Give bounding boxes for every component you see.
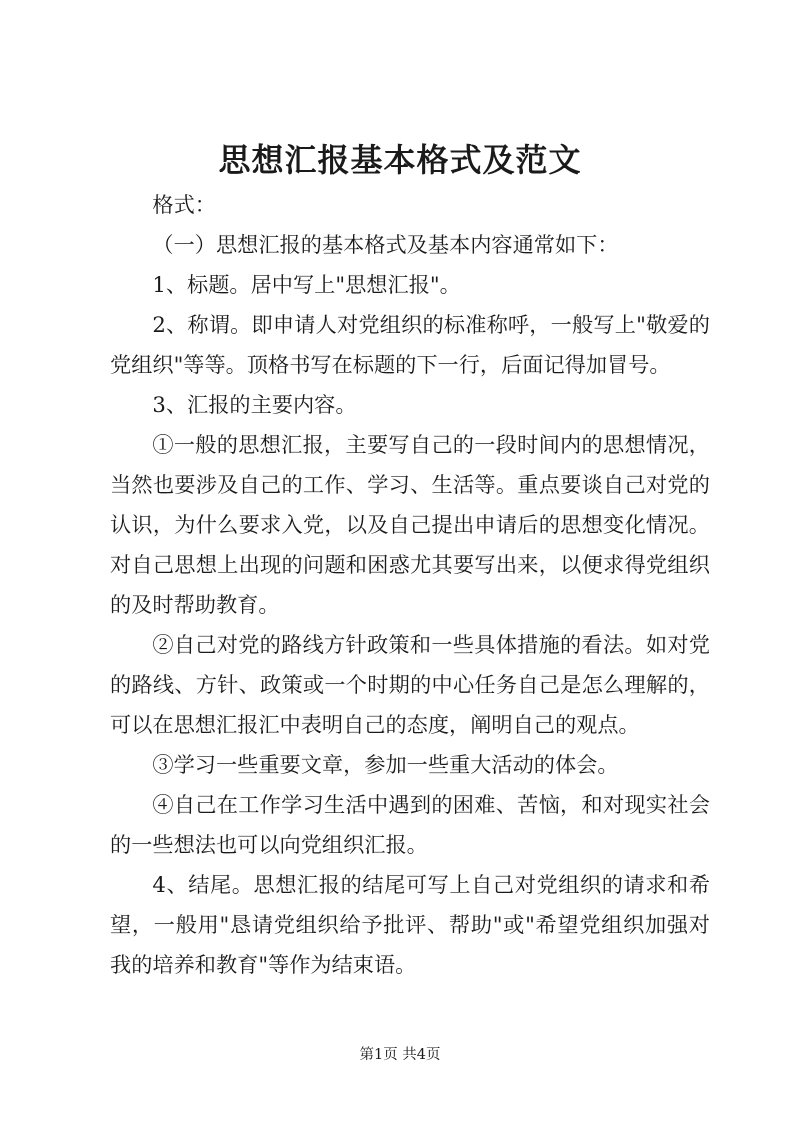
paragraph-format-label: 格式：: [152, 192, 216, 217]
paragraph-title-item: 1、标题。居中写上"思想汇报"。: [152, 272, 461, 297]
document-title: 思想汇报基本格式及范文: [218, 141, 582, 179]
document-body: [110, 185, 710, 985]
paragraph-content-point-2: ②自己对党的路线方针政策和一些具体措施的看法。如对党的路线、方针、政策或一个时期的中心任务自己是怎么理解的，可以在思想汇报汇中表明自己的态度，阐明自己的观点。: [110, 632, 710, 737]
paragraph-salutation-item: 2、称谓。即申请人对党组织的标准称呼，一般写上"敬爱的党组织"等等。顶格书写在标题的下一行，后面记得加冒号。: [110, 312, 710, 377]
paragraph-section-one: （一）思想汇报的基本格式及基本内容通常如下：: [152, 232, 619, 257]
paragraph-main-content-item: 3、汇报的主要内容。: [152, 392, 357, 417]
paragraph-content-point-3: ③学习一些重要文章，参加一些重大活动的体会。: [152, 752, 619, 777]
paragraph-content-point-1: ①一般的思想汇报，主要写自己的一段时间内的思想情况，当然也要涉及自己的工作、学习、生活等。重点要谈自己对党的认识，为什么要求入党，以及自己提出申请后的思想变化情况。对自己思想上出现的问题和困惑尤其要写出来，以便求得党组织的及时帮助教育。: [110, 432, 710, 617]
page-number-footer: 第1页 共4页: [359, 1047, 441, 1063]
paragraph-content-point-4: ④自己在工作学习生活中遇到的困难、苦恼，和对现实社会的一些想法也可以向党组织汇报。: [110, 792, 710, 857]
paragraph-ending-item: 4、结尾。思想汇报的结尾可写上自己对党组织的请求和希望，一般用"恳请党组织给予批评、帮助"或"希望党组织加强对我的培养和教育"等作为结束语。: [110, 872, 710, 977]
